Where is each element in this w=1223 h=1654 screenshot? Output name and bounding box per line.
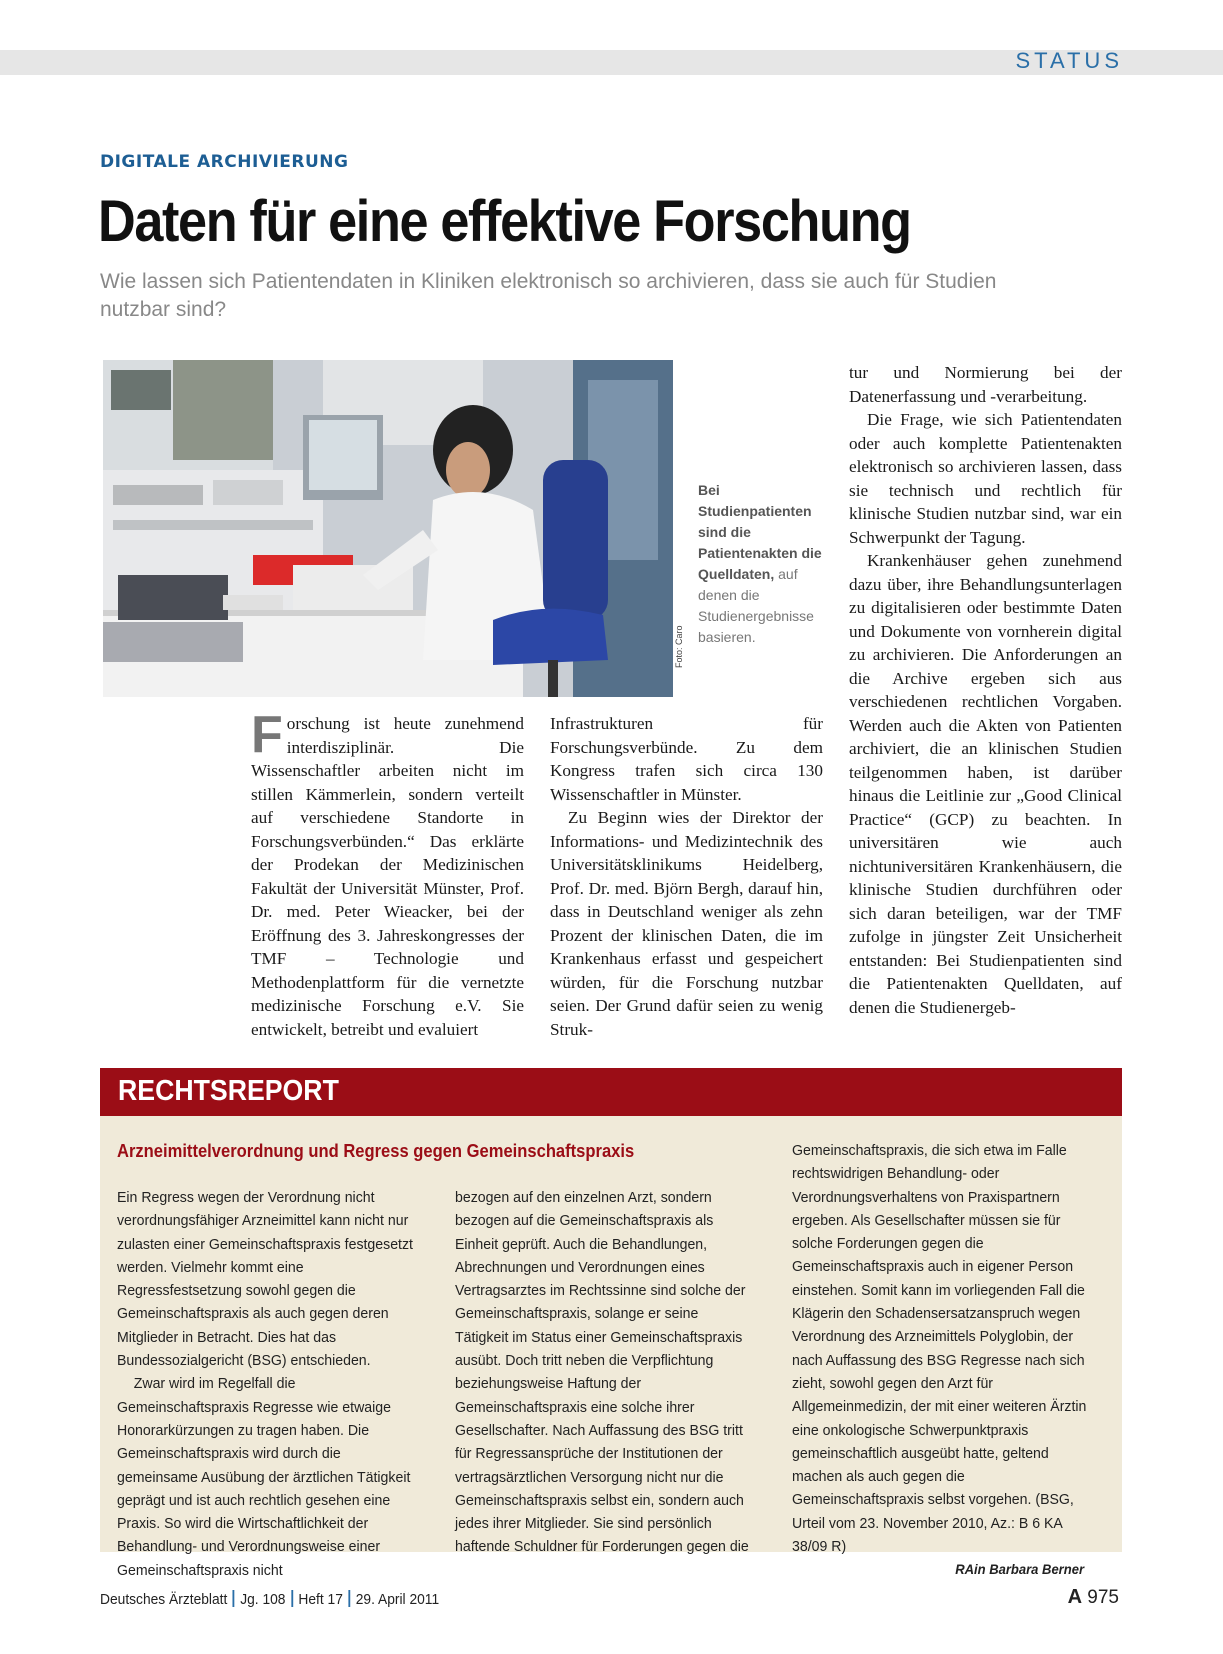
paragraph: Ein Regress wegen der Verordnung nicht verordnungsfähiger Arzneimittel kann nicht nur zulasten einer Gemeinschaftspraxis festgesetzt werden. Vielmehr kommt eine Regressfestsetzung sowohl gegen die Gemeinschaftspraxis als auch gegen deren Mitglieder in Betracht. Dies hat das Bundessozialgericht (BSG) entschieden. (117, 1189, 413, 1370)
article-column-2 (550, 712, 823, 1041)
rechtsreport-subtitle: Arzneimittelverordnung und Regress gegen Gemeinschaftspraxis (117, 1141, 635, 1161)
article-headline: Daten für eine effektive Forschung (98, 189, 911, 254)
paragraph: tur und Normierung bei der Datenerfassung und -verarbeitung. (849, 363, 1122, 406)
rechtsreport-column-3 (792, 1139, 1090, 1582)
paragraph: Die Frage, wie sich Patientendaten oder auch komplette Patientenakten elektronisch so archivieren lassen, dass sie technisch und rechtlich für klinische Studien nutzbar sind, war ein Schwerpunkt der Tagung. (849, 410, 1122, 547)
section-label: STATUS (1015, 48, 1123, 73)
separator (233, 1590, 235, 1607)
page-footer (100, 1590, 439, 1608)
rechtsreport-column-1 (117, 1186, 415, 1582)
separator (348, 1590, 350, 1607)
page-prefix: A (1067, 1586, 1083, 1608)
photo-illustration (103, 360, 673, 697)
article-kicker: DIGITALE ARCHIVIERUNG (100, 152, 349, 172)
article-deck: Wie lassen sich Patientendaten in Kliniken elektronisch so archivieren, dass sie auch für Studien nutzbar sind? (100, 270, 997, 321)
journal-volume: Jg. 108 (240, 1591, 286, 1608)
article-column-3 (849, 361, 1122, 1019)
paragraph: orschung ist heute zunehmend interdisziplinär. Die Wissenschaftler arbeiten nicht im stillen Kämmerlein, sondern verteilt auf verschiedene Standorte in Forschungsverbünden.“ Das erklärte der Prodekan der Medizinischen Fakultät der Universität Münster, Prof. Dr. med. Peter Wieacker, bei der Eröffnung des 3. Jahreskongresses der TMF – Technologie und Methodenplattform für die vernetzte medizinische Forschung e.V. Sie entwickelt, betreibt und evaluiert (251, 714, 524, 1039)
page-value: 975 (1087, 1587, 1119, 1608)
rechtsreport-header (100, 1068, 1122, 1116)
paragraph: Zwar wird im Regelfall die Gemeinschaftspraxis Regresse wie etwaige Honorarkürzungen zu tragen haben. Die Gemeinschaftspraxis wird durch die gemeinsame Ausübung der ärztlichen Tätigkeit geprägt und ist auch rechtlich gesehen eine Praxis. So wird die Wirtschaftlichkeit der Behandlung- und Verordnungsweise einer Gemeinschaftspraxis nicht (117, 1375, 411, 1579)
paragraph: bezogen auf den einzelnen Arzt, sondern bezogen auf die Gemeinschaftspraxis als Einheit geprüft. Auch die Behandlungen, Abrechnungen und Verordnungen eines Vertragsarztes im Rechtssinne sind solche der Gemeinschaftspraxis, solange er seine Tätigkeit im Status einer Gemeinschaftspraxis ausübt. Doch tritt neben die Verpflichtung beziehungsweise Haftung der Gemeinschaftspraxis eine solche ihrer Gesellschafter. Nach Auffassung des BSG tritt für Regressansprüche der Institutionen der vertragsärztlichen Versorgung nicht nur die Gemeinschaftspraxis selbst ein, sondern auch jedes ihrer Mitglieder. Sie sind persönlich haftende Schuldner für Forderungen gegen die (455, 1189, 749, 1556)
journal-name: Deutsches Ärzteblatt (100, 1591, 228, 1608)
journal-date: 29. April 2011 (355, 1591, 440, 1608)
paragraph: Infrastrukturen für Forschungsverbünde. Zu dem Kongress trafen sich circa 130 Wissenschaftler in Münster. (550, 714, 823, 804)
caption-bold: Bei Studienpatienten sind die Patientenakten die Quelldaten, (698, 482, 822, 582)
separator (291, 1590, 293, 1607)
author-byline: RAin Barbara Berner (955, 1561, 1085, 1578)
paragraph: Krankenhäuser gehen zunehmend dazu über, ihre Behandlungsunterlagen zu digitalisieren oder bestimmte Daten und Dokumente von vornherein digital zu archivieren. Die Anforderungen an die Archive ergeben sich aus verschiedenen rechtlichen Vorgaben. Werden auch die Akten von Patienten archiviert, die an klinischen Studien teilgenommen haben, ist darüber hinaus die Leitlinie zur „Good Clinical Practice“ (GCP) zu beachten. In universitären wie auch nichtuniversitären Krankenhäusern, die klinische Studien durchführen oder sich daran beteiligen, war der TMF zufolge in jüngster Zeit Unsicherheit entstanden: Bei Studienpatienten sind die Patientenakten Quelldaten, auf denen die Studienergeb- (849, 551, 1122, 1017)
article-column-1 (251, 706, 524, 1041)
article-photo (103, 360, 673, 697)
photo-credit: Foto: Caro (674, 625, 684, 668)
rechtsreport-title: RECHTSREPORT (118, 1075, 339, 1107)
page-number (1068, 1586, 1119, 1609)
journal-issue: Heft 17 (298, 1591, 343, 1608)
paragraph: Gemeinschaftspraxis, die sich etwa im Falle rechtswidrigen Behandlung- oder Verordnungsverhaltens von Praxispartnern ergeben. Als Gesellschafter müssen sie für solche Forderungen gegen die Gemeinschaftspraxis auch in eigener Person einstehen. Somit kann im vorliegenden Fall die Klägerin den Schadensersatzanspruch wegen Verordnung des Arzneimittels Polyglobin, der nach Auffassung des BSG Regresse nach sich zieht, sowohl gegen den Arzt für Allgemeinmedizin, der mit einer weiteren Ärztin eine onkologische Schwerpunktpraxis gemeinschaftlich ausgeübt hatte, geltend machen als auch gegen die Gemeinschaftspraxis selbst vorgehen. (BSG, Urteil vom 23. November 2010, Az.: B 6 KA 38/09 R) (792, 1142, 1087, 1556)
photo-caption (698, 480, 826, 648)
paragraph: Zu Beginn wies der Direktor der Informations- und Medizintechnik des Universitätsklinikums Heidelberg, Prof. Dr. med. Björn Bergh, darauf hin, dass in Deutschland weniger als zehn Prozent der klinischen Daten, die im Krankenhaus erfasst und gespeichert würden, für die Forschung nutzbar seien. Der Grund dafür seien zu wenig Struk- (550, 808, 823, 1039)
caption-text: auf denen die Studienergebnisse basieren. (698, 566, 814, 645)
drop-cap: F (251, 706, 283, 764)
rechtsreport-column-2 (455, 1186, 753, 1559)
